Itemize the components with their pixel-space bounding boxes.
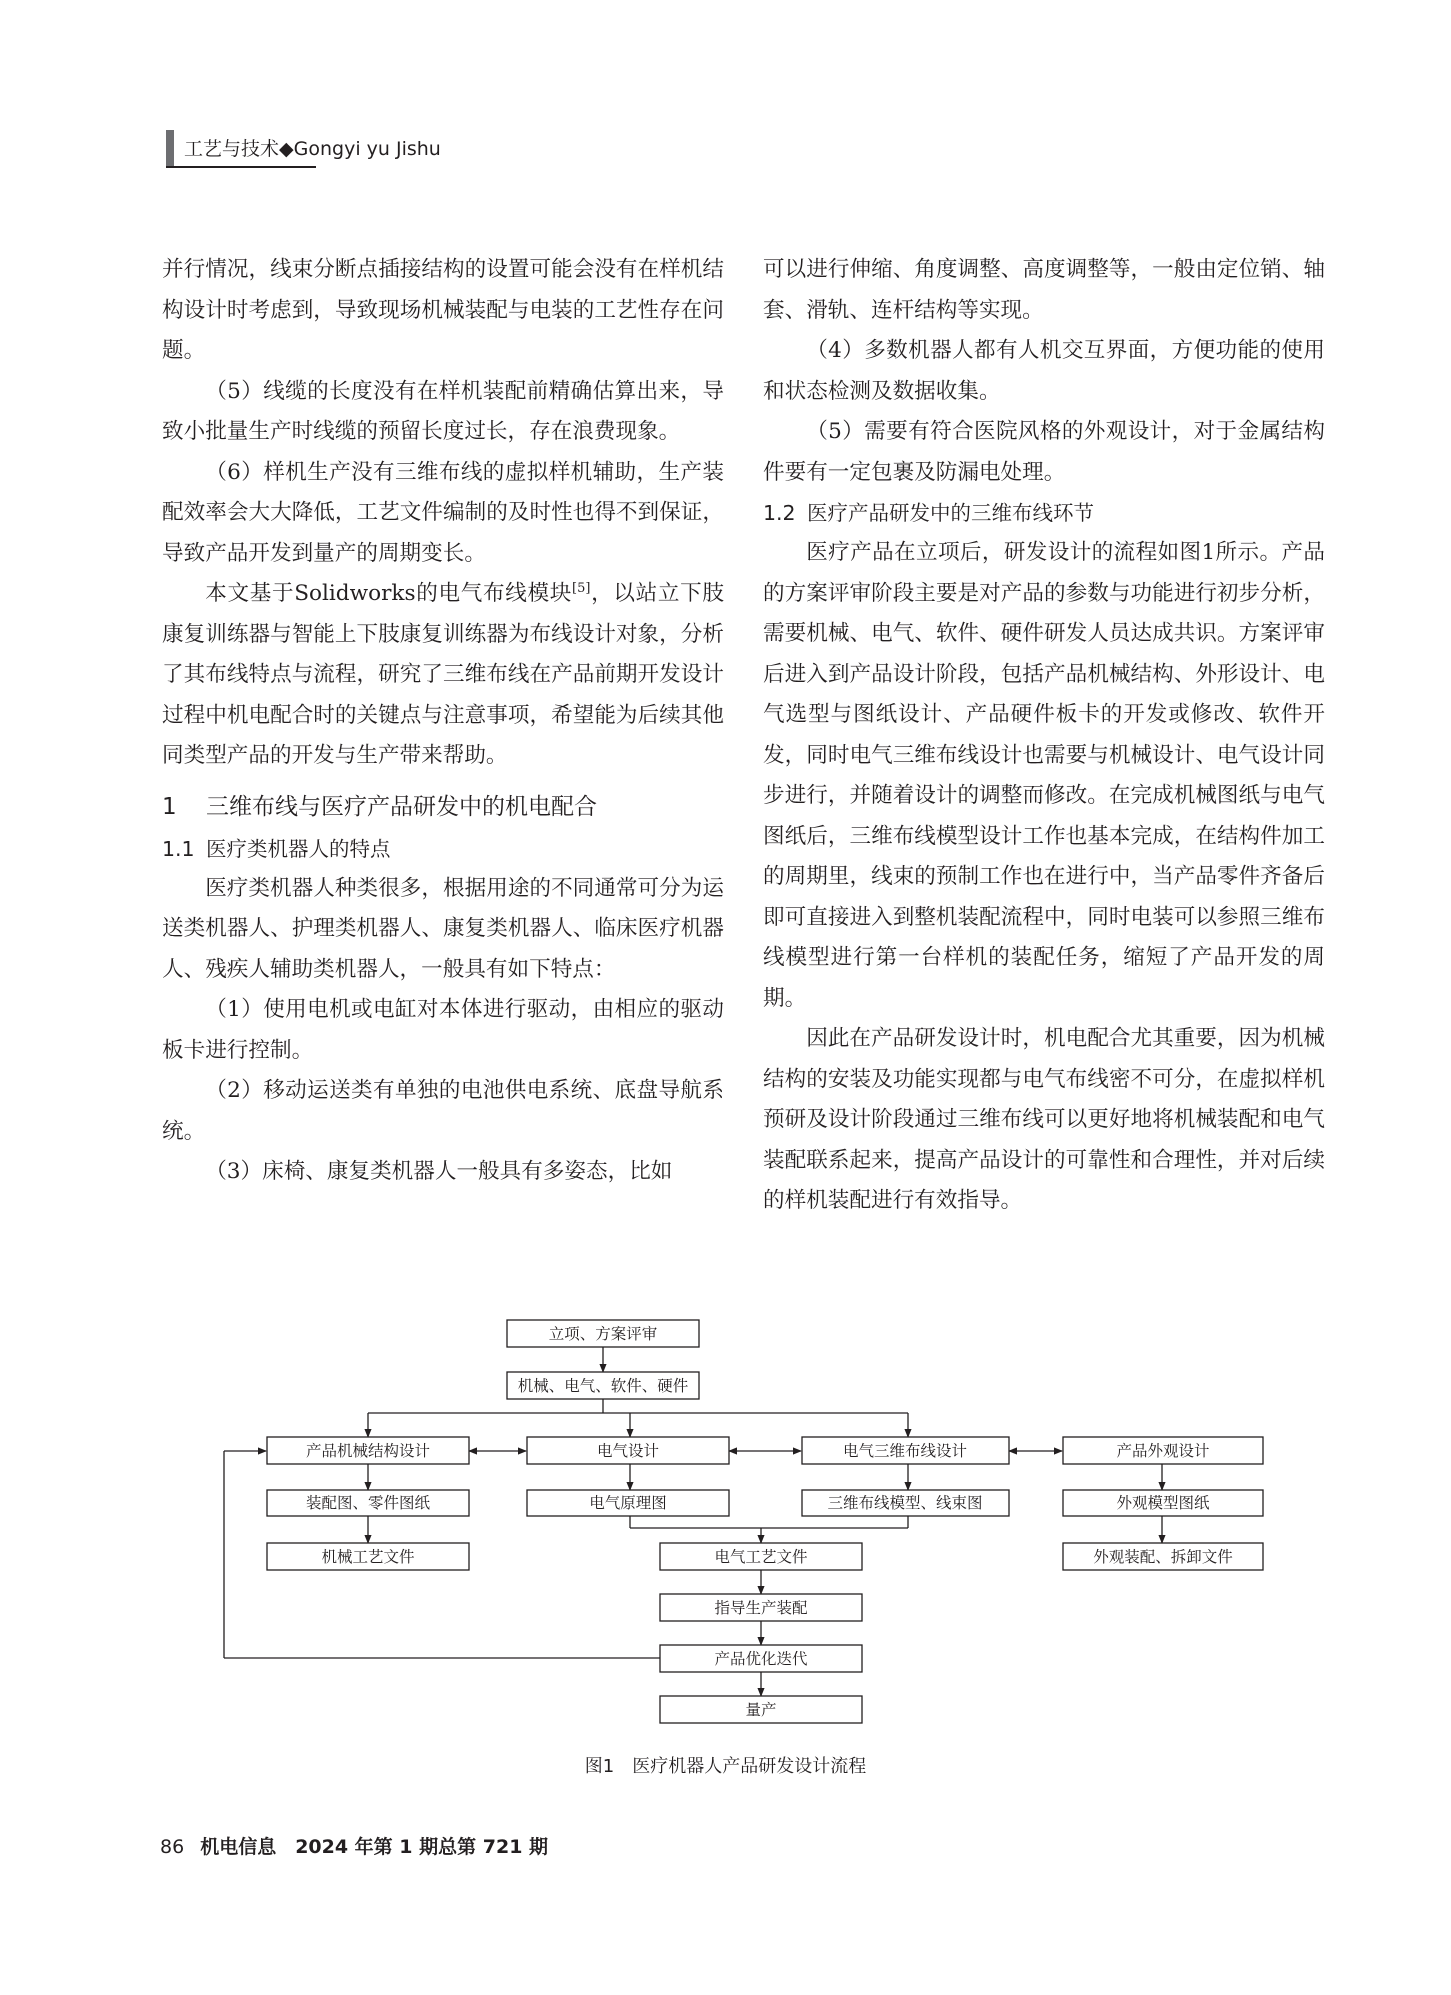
flow-text-assembly-drawings: 装配图、零件图纸 <box>305 1494 431 1512</box>
section-title-1: 三维布线与医疗产品研发中的机电配合 <box>206 793 597 820</box>
journal-issue: 机电信息 2024 年第 1 期总第 721 期 <box>200 1836 549 1858</box>
left-paragraph-4 <box>162 574 724 777</box>
right-paragraph-2: （4）多数机器人都有人机交互界面，方便功能的使用和状态检测及数据收集。 <box>763 338 1325 404</box>
left-paragraph-5: 医疗类机器人种类很多，根据用途的不同通常可分为运送类机器人、护理类机器人、康复类机器人、临床医疗机器人、残疾人辅助类机器人，一般具有如下特点： <box>162 875 724 982</box>
flow-text-optimization: 产品优化迭代 <box>714 1650 808 1668</box>
header-pinyin: Gongyi yu Jishu <box>293 138 441 160</box>
header-rule <box>166 166 316 168</box>
left-paragraph-4-a: 本文基于Solidworks的电气布线模块 <box>205 581 573 606</box>
flow-text-wiring-design: 电气三维布线设计 <box>842 1442 968 1460</box>
subsection-number-1-1: 1.1 <box>162 836 195 861</box>
left-paragraph-8: （3）床椅、康复类机器人一般具有多姿态，比如 <box>205 1159 673 1184</box>
figure-caption: 图1 医疗机器人产品研发设计流程 <box>584 1756 867 1777</box>
flow-text-mech-process: 机械工艺文件 <box>321 1548 415 1566</box>
flow-text-appearance-process: 外观装配、拆卸文件 <box>1093 1548 1233 1566</box>
flow-text-guide-assembly: 指导生产装配 <box>714 1599 808 1617</box>
right-paragraph-1: 可以进行伸缩、角度调整、高度调整等，一般由定位销、轴套、滑轨、连杆结构等实现。 <box>763 257 1325 323</box>
right-paragraph-3: （5）需要有符合医院风格的外观设计，对于金属结构件要有一定包裹及防漏电处理。 <box>763 419 1325 485</box>
page-footer <box>160 1832 548 1859</box>
citation-ref: [5] <box>572 580 591 596</box>
left-paragraph-7: （2）移动运送类有单独的电池供电系统、底盘导航系统。 <box>162 1078 724 1144</box>
flowchart-figure <box>210 1300 1270 1740</box>
left-paragraph-3: （6）样机生产没有三维布线的虚拟样机辅助，生产装配效率会大大降低，工艺文件编制的及时性也得不到保证，导致产品开发到量产的周期变长。 <box>162 459 724 566</box>
flow-text-elec-design: 电气设计 <box>596 1442 660 1460</box>
header-diamond: ◆ <box>279 138 294 160</box>
flow-text-elec-process: 电气工艺文件 <box>714 1548 808 1566</box>
subsection-title-1-1: 医疗类机器人的特点 <box>206 836 391 861</box>
right-paragraph-4: 医疗产品在立项后，研发设计的流程如图1所示。产品的方案评审阶段主要是对产品的参数与功能进行初步分析，需要机械、电气、软件、硬件研发人员达成共识。方案评审后进入到产品设计阶段，包括产品机械结构、外形设计、电气选型与图纸设计、产品硬件板卡的开发或修改、软件开发，同时电气三维布线设计也需要与机械设计、电气设计同步进行，并随着设计的调整而修改。在完成机械图纸与电气图纸后，三维布线模型设计工作也基本完成，在结构件加工的周期里，线束的预制工作也在进行中，当产品零件齐备后即可直接进入到整机装配流程中，同时电装可以参照三维布线模型进行第一台样机的装配任务，缩短了产品开发的周期。 <box>763 540 1325 1011</box>
page-number: 86 <box>160 1836 185 1858</box>
subsection-title-1-2: 医疗产品研发中的三维布线环节 <box>807 501 1094 525</box>
header-bar <box>166 130 174 166</box>
section-number-1: 1 <box>162 793 177 820</box>
left-column <box>162 250 724 1193</box>
subsection-heading-1-2 <box>763 493 1325 533</box>
flow-text-project-review: 立项、方案评审 <box>548 1325 658 1343</box>
subsection-heading-1-1 <box>162 829 724 869</box>
section-heading-1 <box>162 785 724 829</box>
flow-text-wiring-model: 三维布线模型、线束图 <box>827 1494 983 1512</box>
header-text <box>184 134 441 161</box>
flow-text-schematic: 电气原理图 <box>589 1494 667 1512</box>
flow-text-appearance-model: 外观模型图纸 <box>1116 1494 1210 1512</box>
left-paragraph-1: 并行情况，线束分断点插接结构的设置可能会没有在样机结构设计时考虑到，导致现场机械装配与电装的工艺性存在问题。 <box>162 257 724 363</box>
flow-text-disciplines: 机械、电气、软件、硬件 <box>517 1377 689 1395</box>
right-column <box>763 250 1325 1222</box>
flow-text-mech-design: 产品机械结构设计 <box>305 1442 431 1460</box>
running-header <box>166 130 496 166</box>
header-section: 工艺与技术 <box>184 138 280 160</box>
left-paragraph-2: （5）线缆的长度没有在样机装配前精确估算出来，导致小批量生产时线缆的预留长度过长，存在浪费现象。 <box>162 378 724 444</box>
left-paragraph-4-b: ，以站立下肢康复训练器与智能上下肢康复训练器为布线设计对象，分析了其布线特点与流程，研究了三维布线在产品前期开发设计过程中机电配合时的关键点与注意事项，希望能为后续其他同类型产品的开发与生产带来帮助。 <box>162 581 724 768</box>
flow-text-appearance-design: 产品外观设计 <box>1116 1442 1210 1460</box>
flow-text-mass-production: 量产 <box>745 1701 777 1719</box>
left-paragraph-6: （1）使用电机或电缸对本体进行驱动，由相应的驱动板卡进行控制。 <box>162 997 724 1063</box>
right-paragraph-5: 因此在产品研发设计时，机电配合尤其重要，因为机械结构的安装及功能实现都与电气布线密不可分，在虚拟样机预研及设计阶段通过三维布线可以更好地将机械装配和电气装配联系起来，提高产品设计的可靠性和合理性，并对后续的样机装配进行有效指导。 <box>763 1026 1325 1213</box>
subsection-number-1-2: 1.2 <box>763 501 796 525</box>
